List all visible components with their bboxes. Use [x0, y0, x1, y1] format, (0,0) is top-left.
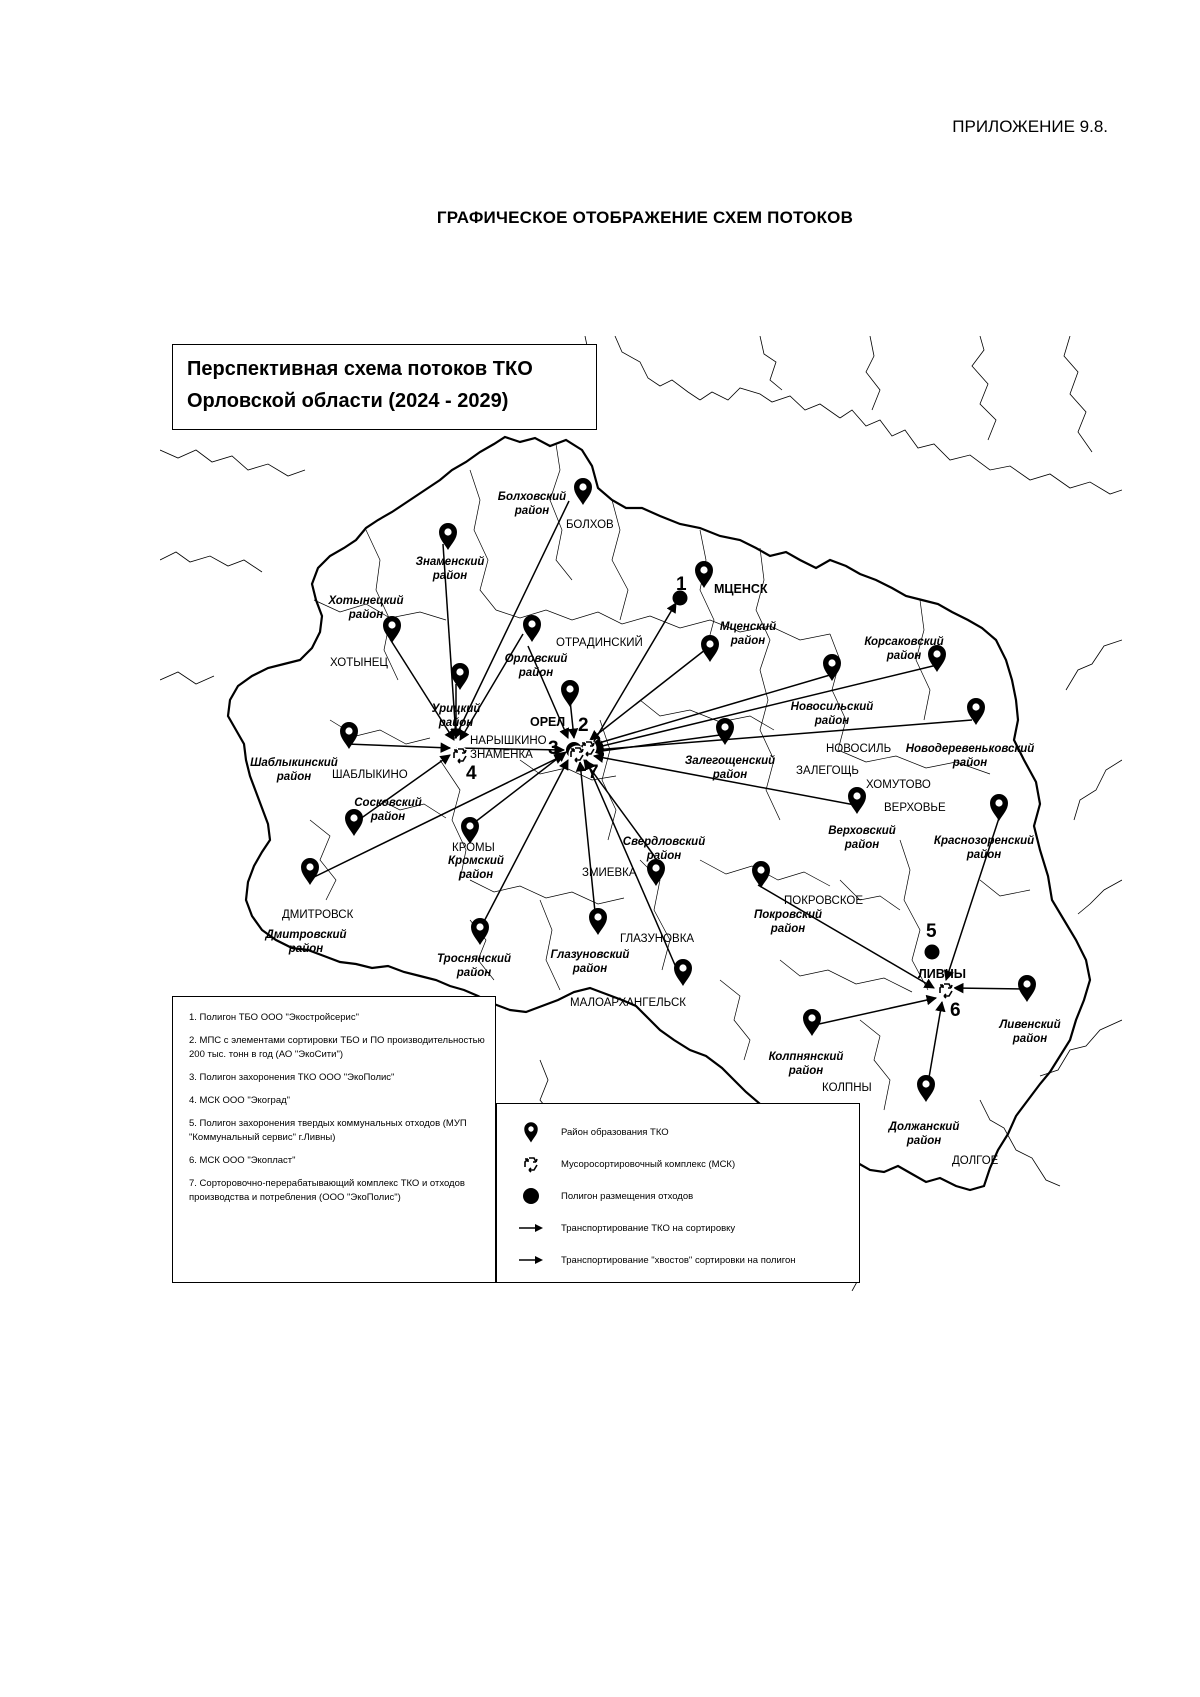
- msk-4: [452, 747, 469, 764]
- facility-number: 4: [466, 763, 477, 784]
- arrow-icon: [511, 1223, 551, 1233]
- town-label: КОЛПНЫ: [822, 1082, 872, 1094]
- city-label: ЛИВНЫ: [918, 967, 967, 981]
- district-label: Краснозоренский район: [933, 835, 1035, 861]
- town-label: МАЛОАРХАНГЕЛЬСК: [570, 997, 686, 1009]
- map-pin-icon: [511, 1120, 551, 1144]
- facilities-legend: [172, 996, 496, 1283]
- town-label: НОВОСИЛЬ: [826, 743, 892, 755]
- city-label: МЦЕНСК: [714, 582, 768, 596]
- town-label: ХОТЫНЕЦ: [330, 657, 388, 669]
- town-label: ДОЛГОЕ: [952, 1155, 999, 1167]
- district-label: Залегощенский район: [684, 755, 776, 781]
- facility-item: 6. МСК ООО "Экопласт": [189, 1155, 296, 1166]
- legend-row: [511, 1244, 849, 1276]
- district-label: Свердловский район: [622, 836, 706, 862]
- legend-row: [511, 1148, 849, 1180]
- district-label: Новосильский район: [790, 701, 874, 727]
- recycle-icon: [511, 1154, 551, 1174]
- district-label: Новодеревеньковский район: [905, 743, 1035, 769]
- page-title: ГРАФИЧЕСКОЕ ОТОБРАЖЕНИЕ СХЕМ ПОТОКОВ: [436, 208, 854, 227]
- town-label: ОТРАДИНСКИЙ: [556, 637, 643, 649]
- landfill-dot-icon: [511, 1187, 551, 1205]
- district-label: Шаблыкинский район: [250, 757, 338, 783]
- facility-number: 2: [578, 715, 589, 736]
- legend-row: [511, 1212, 849, 1244]
- district-label: Дмитровский район: [265, 929, 347, 955]
- legend-label: Мусоросортировочный комплекс (МСК): [561, 1158, 736, 1170]
- district-label: Кромский район: [448, 855, 504, 881]
- district-label: Сосковский район: [354, 797, 422, 823]
- city-label: ОРЕЛ: [530, 715, 566, 729]
- arrow-icon: [511, 1255, 551, 1265]
- facility-item: 4. МСК ООО "Экоград": [189, 1095, 291, 1106]
- facility-number: 3: [548, 738, 559, 759]
- district-label: Покровский район: [753, 909, 823, 935]
- facility-number: 5: [926, 921, 937, 942]
- facilities-list: [189, 1011, 485, 1205]
- town-label: ГЛАЗУНОВКА: [620, 933, 695, 945]
- landfill-5: [925, 945, 940, 960]
- map-title-line: Орловской области (2024 - 2029): [187, 390, 509, 412]
- town-label: ХОМУТОВО: [866, 779, 931, 791]
- district-label: Урицкий район: [431, 703, 481, 729]
- appendix-label: ПРИЛОЖЕНИЕ 9.8.: [952, 117, 1108, 136]
- district-label: Колпнянский район: [768, 1051, 844, 1077]
- facility-number: 7: [588, 762, 599, 783]
- facility-item: 3. Полигон захоронения ТКО ООО "ЭкоПолис": [189, 1072, 395, 1083]
- msk-6: [938, 982, 955, 999]
- facility-item: 2. МПС с элементами сортировки ТБО и ПО производительностью 200 тыс. тонн в год (АО "ЭкоСити"): [189, 1035, 485, 1060]
- map-title-line: Перспективная схема потоков ТКО: [187, 358, 533, 380]
- district-label: Верховский район: [828, 825, 896, 851]
- town-label: НАРЫШКИНО: [470, 735, 547, 747]
- district-label: Глазуновский район: [550, 949, 630, 975]
- legend-label: Район образования ТКО: [561, 1126, 669, 1138]
- district-label: Знаменский район: [415, 556, 485, 582]
- symbols-legend: [496, 1103, 860, 1283]
- legend-row: [511, 1116, 849, 1148]
- legend-label: Транспортирование "хвостов" сортировки на полигон: [561, 1254, 796, 1266]
- town-label: ПОКРОВСКОЕ: [784, 895, 864, 907]
- facility-number: 6: [950, 1000, 961, 1021]
- town-label: ДМИТРОВСК: [282, 909, 354, 921]
- legend-label: Полигон размещения отходов: [561, 1190, 694, 1202]
- district-label: Троснянский район: [436, 953, 512, 979]
- town-label: БОЛХОВ: [566, 519, 614, 531]
- district-label: Хотынецкий район: [328, 595, 404, 621]
- district-label: Ливенский район: [999, 1019, 1061, 1045]
- facility-item: 5. Полигон захоронения твердых коммунальных отходов (МУП "Коммунальный сервис" г.Ливны): [189, 1118, 467, 1143]
- town-label: ЗАЛЕГОЩЬ: [796, 765, 859, 777]
- town-label: ЗМИЕВКА: [582, 867, 637, 879]
- legend-label: Транспортирование ТКО на сортировку: [561, 1222, 736, 1234]
- district-label: Орловский район: [504, 653, 568, 679]
- district-label: Корсаковский район: [864, 636, 944, 662]
- legend-row: [511, 1180, 849, 1212]
- facility-item: 1. Полигон ТБО ООО "Экостройсерис": [189, 1012, 359, 1023]
- map-title-box: [172, 344, 597, 430]
- facility-item: 7. Сорторовочно-перерабатывающий комплекс ТКО и отходов производства и потребления (ООО "ЭкоПолис"): [189, 1178, 465, 1203]
- district-label: Мценский район: [719, 621, 777, 647]
- msk-7: [569, 746, 586, 763]
- facility-number: 1: [676, 574, 687, 595]
- town-label: ШАБЛЫКИНО: [332, 769, 408, 781]
- town-label: ЗНАМЕНКА: [470, 749, 533, 761]
- town-label: ВЕРХОВЬЕ: [884, 802, 946, 814]
- town-label: КРОМЫ: [452, 842, 495, 854]
- district-label: Болховский район: [497, 491, 567, 517]
- district-label: Должанский район: [888, 1121, 960, 1147]
